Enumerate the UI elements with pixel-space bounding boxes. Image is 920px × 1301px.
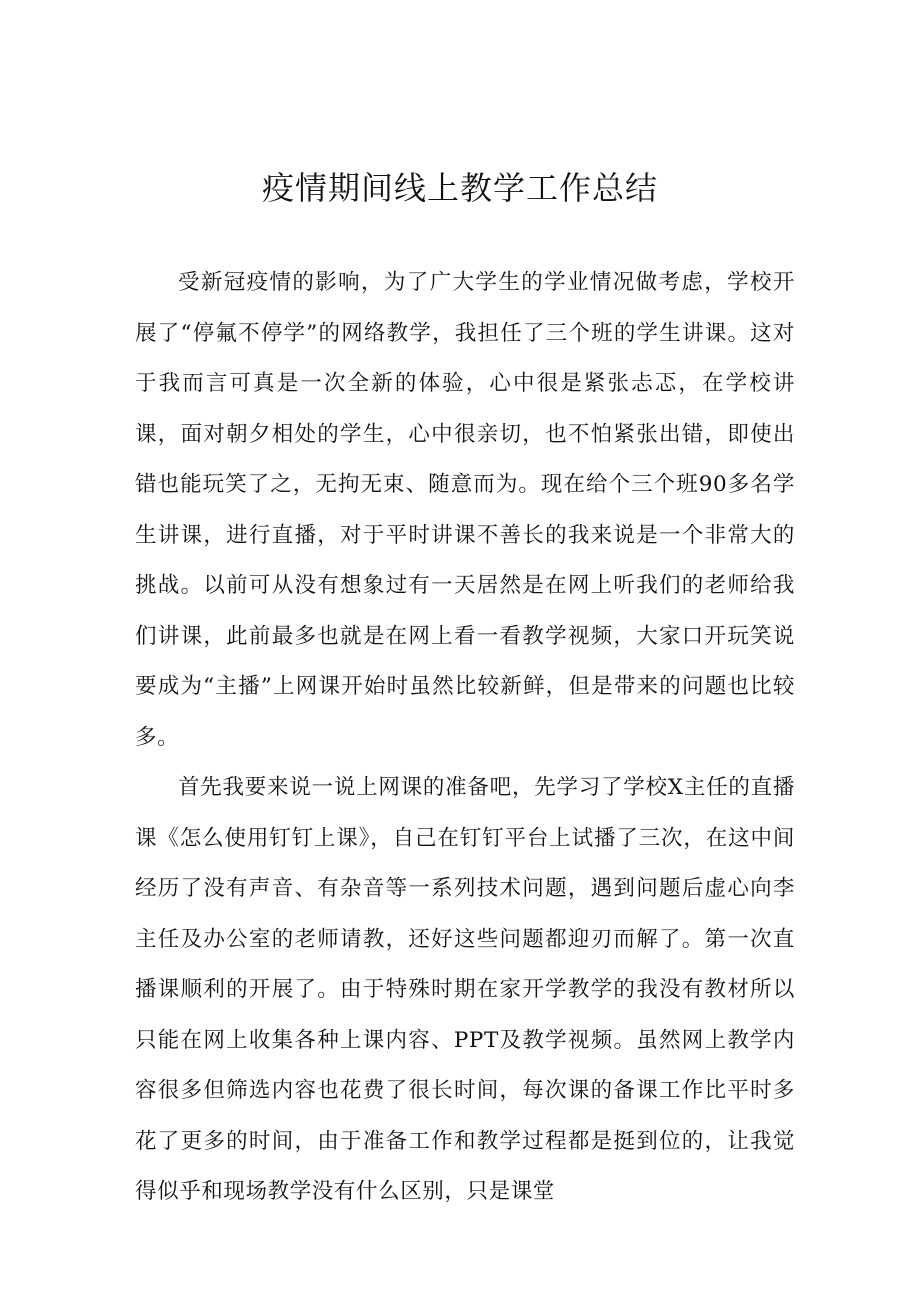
document-title: 疫情期间线上教学工作总结 bbox=[261, 169, 658, 207]
document-body bbox=[135, 258, 795, 1218]
paragraph-2: 首先我要来说一说上网课的准备吧，先学习了学校X主任的直播课《怎么使用钉钉上课》，自己在钉钉平台上试播了三次，在这中间经历了没有声音、有杂音等一系列技术问题，遇到问题后虚心向李主任及办公室的老师请教，还好这些问题都迎刃而解了。第一次直播课顺利的开展了。由于特殊时期在家开学教学的我没有教材所以只能在网上收集各种上课内容、PPT及教学视频。虽然网上教学内容很多但筛选内容也花费了很长时间，每次课的备课工作比平时多花了更多的时间，由于准备工作和教学过程都是挺到位的，让我觉得似乎和现场教学没有什么区别，只是课堂 bbox=[135, 775, 795, 1204]
paragraph-1: 受新冠疫情的影响，为了广大学生的学业情况做考虑，学校开展了“停氟不停学”的网络教学，我担任了三个班的学生讲课。这对于我而言可真是一次全新的体验，心中很是紧张忐忑，在学校讲课，面对朝夕相处的学生，心中很亲切，也不怕紧张出错，即使出错也能玩笑了之，无拘无束、随意而为。现在给个三个班90多名学生讲课，进行直播，对于平时讲课不善长的我来说是一个非常大的挑战。以前可从没有想象过有一天居然是在网上听我们的老师给我们讲课，此前最多也就是在网上看一看教学视频，大家口开玩笑说要成为“主播”上网课开始时虽然比较新鲜，但是带来的问题也比较多。 bbox=[135, 270, 795, 750]
